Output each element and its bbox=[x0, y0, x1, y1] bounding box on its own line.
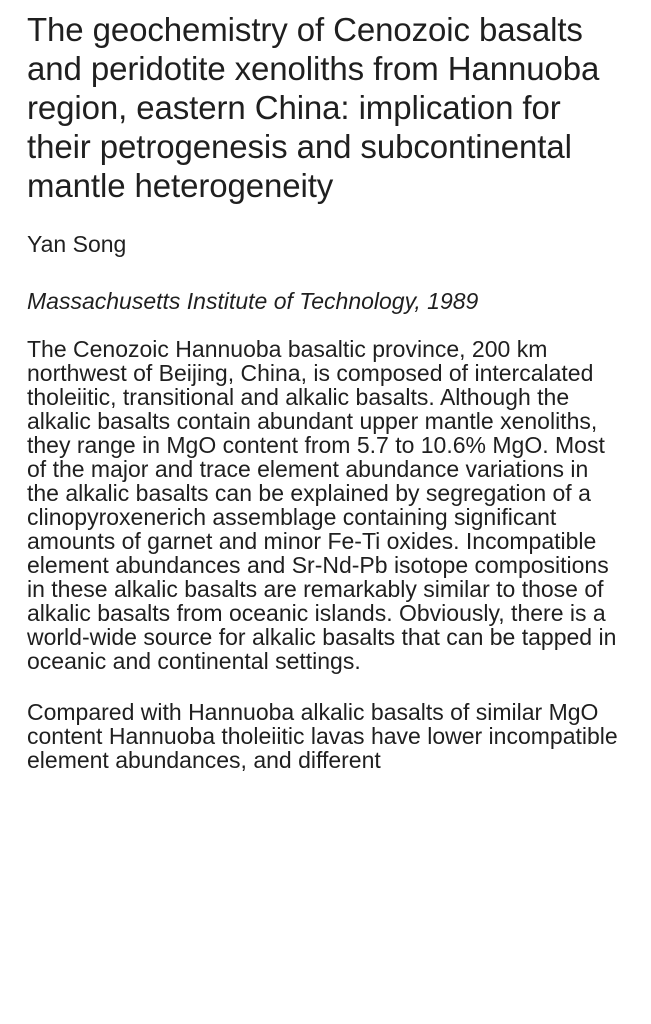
author-name: Yan Song bbox=[27, 231, 127, 257]
document-title: The geochemistry of Cenozoic basalts and peridotite xenoliths from Hannuoba region, eastern China: implication for their petrogenesis and subcontinental mantle heterogeneity bbox=[27, 11, 600, 204]
abstract-paragraph-2: Compared with Hannuoba alkalic basalts of similar MgO content Hannuoba tholeiitic lavas have lower incompatible element abundances, and different bbox=[27, 699, 618, 773]
publication-source: Massachusetts Institute of Technology, 1989 bbox=[27, 288, 479, 314]
abstract-paragraph-1: The Cenozoic Hannuoba basaltic province, 200 km northwest of Beijing, China, is composed of intercalated tholeiitic, transitional and alkalic basalts. Although the alkalic basalts contain abundant upper mantle xenoliths, they range in MgO content from 5.7 to 10.6% MgO. Most of the major and trace element abundance variations in the alkalic basalts can be explained by segregation of a clinopyroxenerich assemblage containing significant amounts of garnet and minor Fe-Ti oxides. Incompatible element abundances and Sr-Nd-Pb isotope compositions in these alkalic basalts are remarkably similar to those of alkalic basalts from oceanic islands. Obviously, there is a world-wide source for alkalic basalts that can be tapped in oceanic and continental settings. bbox=[27, 336, 617, 674]
